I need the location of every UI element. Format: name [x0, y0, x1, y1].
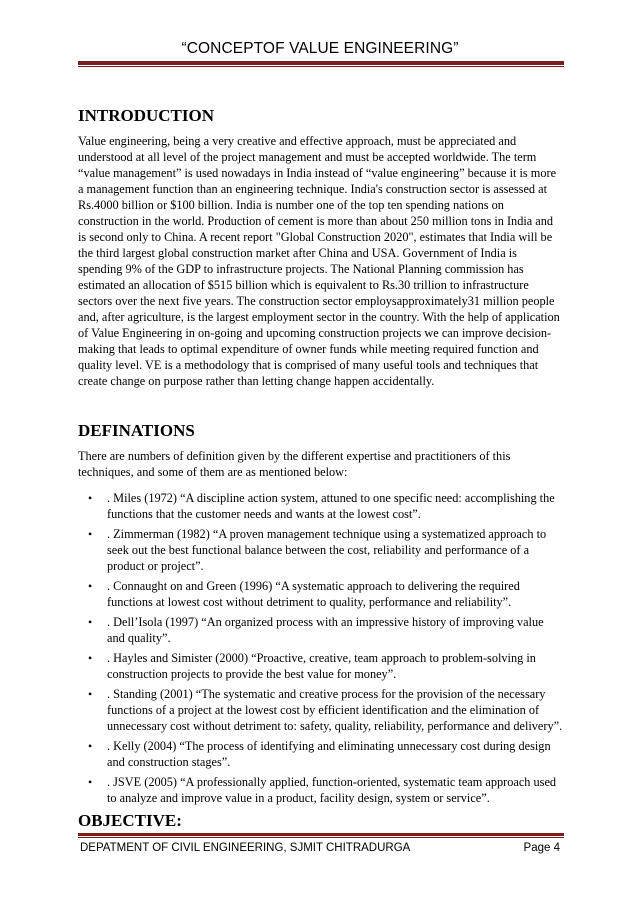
bullet-icon: • — [88, 651, 93, 665]
bullet-icon: • — [88, 527, 93, 541]
footer-rule-thin — [78, 837, 564, 838]
footer-page-number: Page 4 — [523, 842, 560, 854]
bullet-icon: • — [88, 579, 93, 593]
definition-text: . Standing (2001) “The systematic and creative process for the provision of the necessary functions of a project at the lowest cost by efficient identification and the elimination of unnecessary cost without detriment to: safety, quality, reliability, performance and delivery”. — [107, 687, 563, 733]
definition-text: . Miles (1972) “A discipline action system, attuned to one specific need: accomplishing the functions that the customer needs and wants at the lowest cost”. — [107, 491, 555, 521]
definition-text: . JSVE (2005) “A professionally applied, function-oriented, systematic team approach used to analyze and improve value in a product, facility design, system or service”. — [107, 775, 557, 805]
bullet-icon: • — [88, 739, 93, 753]
introduction-paragraph: Value engineering, being a very creative and effective approach, must be appreciated and understood at all level of the project management and must be accepted worldwide. The term “value management” is used nowadays in India instead of “value engineering” because it is more a management function than an engineering technique. India's construction sector is assessed at Rs.4000 billion or $100 billion. India is number one of the top ten spending nations on construction in the world. Production of cement is more than about 250 million tons in India and is second only to China. A recent report "Global Construction 2020", estimates that India will be the third largest global construction market after China and USA. Government of India is spending 9% of the GDP to infrastructure projects. The National Planning commission has estimated an allocation of $515 billion which is equivalent to Rs.30 trillion to infrastructure sectors over the next five years. The construction sector employsapproximately31 million people and, after agriculture, is the largest employment sector in the country. With the help of application of Value Engineering in on-going and upcoming construction projects we can improve decision-making that leads to optimal expenditure of owner funds while meeting required function and quality level. VE is a methodology that is comprised of many useful tools and techniques that create change on purpose rather than letting change happen accidentally. — [78, 134, 560, 388]
list-item — [78, 526, 564, 574]
objective-heading: OBJECTIVE: — [78, 811, 182, 830]
header-rule-thin — [78, 66, 564, 67]
list-item — [78, 578, 564, 610]
header-rule-thick — [78, 61, 564, 65]
list-item — [78, 774, 564, 806]
definition-text: . Zimmerman (1982) “A proven management technique using a systematized approach to seek out the best functional balance between the cost, reliability and performance of a product or project”. — [107, 527, 547, 573]
bullet-icon: • — [88, 491, 93, 505]
bullet-icon: • — [88, 775, 93, 789]
definition-text: . Dell’Isola (1997) “An organized process with an impressive history of improving value and quality”. — [107, 615, 544, 645]
bullet-icon: • — [88, 615, 93, 629]
introduction-heading: INTRODUCTION — [78, 106, 215, 125]
list-item — [78, 738, 564, 770]
footer-rule-thick — [78, 833, 564, 836]
page-content — [78, 100, 564, 838]
definition-text: . Kelly (2004) “The process of identifying and eliminating unnecessary cost during design and construction stages”. — [107, 739, 551, 769]
list-item — [78, 650, 564, 682]
footer-department: DEPATMENT OF CIVIL ENGINEERING, SJMIT CHITRADURGA — [80, 842, 411, 854]
definitions-list — [78, 490, 564, 806]
definition-text: . Connaught on and Green (1996) “A systematic approach to delivering the required functions at lowest cost without detriment to quality, performance and reliability”. — [107, 579, 520, 609]
list-item — [78, 490, 564, 522]
bullet-icon: • — [88, 687, 93, 701]
definitions-heading: DEFINATIONS — [78, 421, 195, 440]
list-item — [78, 686, 564, 734]
definitions-intro: There are numbers of definition given by the different expertise and practitioners of this techniques, and some of them are as mentioned below: — [78, 449, 511, 479]
header-title: “CONCEPTOF VALUE ENGINEERING” — [181, 40, 459, 57]
list-item — [78, 614, 564, 646]
definition-text: . Hayles and Simister (2000) “Proactive, creative, team approach to problem-solving in construction projects to provide the best value for money”. — [107, 651, 536, 681]
